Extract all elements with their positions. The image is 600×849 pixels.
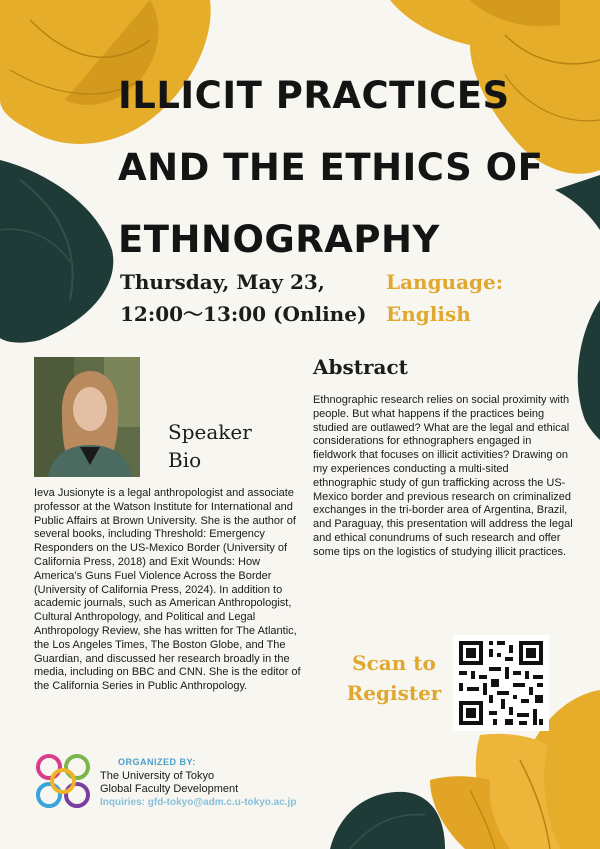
organizer-name-line-1: The University of Tokyo <box>100 770 215 782</box>
organized-by-label: ORGANIZED BY: <box>118 757 196 767</box>
title-line-1: ILLICIT PRACTICES <box>118 74 510 117</box>
qr-code-icon <box>453 635 549 731</box>
abstract-heading: Abstract <box>313 355 408 379</box>
scan-to-register-label <box>340 648 448 708</box>
title-line-2: AND THE ETHICS OF <box>118 146 544 189</box>
title-line-3: ETHNOGRAPHY <box>118 218 440 261</box>
gfd-logo-icon <box>34 752 92 810</box>
event-time: 12:00〜13:00 (Online) <box>120 302 367 326</box>
registration-qr-code[interactable] <box>453 635 549 731</box>
event-title <box>118 60 588 276</box>
language-label: Language: <box>386 270 504 294</box>
inquiries-email[interactable]: Inquiries: gfd-tokyo@adm.c.u-tokyo.ac.jp <box>100 797 297 808</box>
speaker-bio-heading <box>168 418 252 474</box>
scan-line-2: Register <box>346 681 442 705</box>
abstract-text: Ethnographic research relies on social proximity with people. But what happens if the practices being studied are outlawed? What are the legal and ethical considerations for ethnographers engaged in fieldwork that focuses on illicit activities? Drawing on my experiences conducting a multi-sited ethnographic study of gun trafficking across the US-Mexico border and previous research on criminalized exchanges in the tri-border area of Argentina, Brazil, and Paraguay, this presentation will address the legal and ethical conundrums of such research and offer some tips on the logistics of studying illicit practices. <box>313 394 573 558</box>
event-language <box>386 266 503 330</box>
speaker-label-line-1: Speaker <box>168 420 252 444</box>
event-date: Thursday, May 23, <box>120 270 325 294</box>
speaker-photo <box>34 357 140 477</box>
language-value: English <box>386 302 471 326</box>
event-datetime <box>120 266 366 330</box>
speaker-label-line-2: Bio <box>168 448 202 472</box>
speaker-portrait-icon <box>34 357 140 477</box>
scan-line-1: Scan to <box>352 651 436 675</box>
organizer-name-line-2: Global Faculty Development <box>100 783 239 795</box>
organizer-name <box>100 770 238 796</box>
speaker-bio-text: Ieva Jusionyte is a legal anthropologist and associate professor at the Watson Institute for International and Public Affairs at Brown University. She is the author of several books, including Threshold: Emergency Responders on the US-Mexico Border (University of California Press, 2018) and Exit Wounds: How America’s Guns Fuel Violence Across the Border (University of California Press, 2024). In addition to academic journals, such as American Anthropologist, Cultural Anthropology, and Political and Legal Anthropology Review, she has written for The Atlantic, the Los Angeles Times, The Boston Globe, and The Guardian, and discussed her research broadly in the media, including on BBC and CNN. She is the editor of the California Series in Public Anthropology. <box>34 487 301 693</box>
